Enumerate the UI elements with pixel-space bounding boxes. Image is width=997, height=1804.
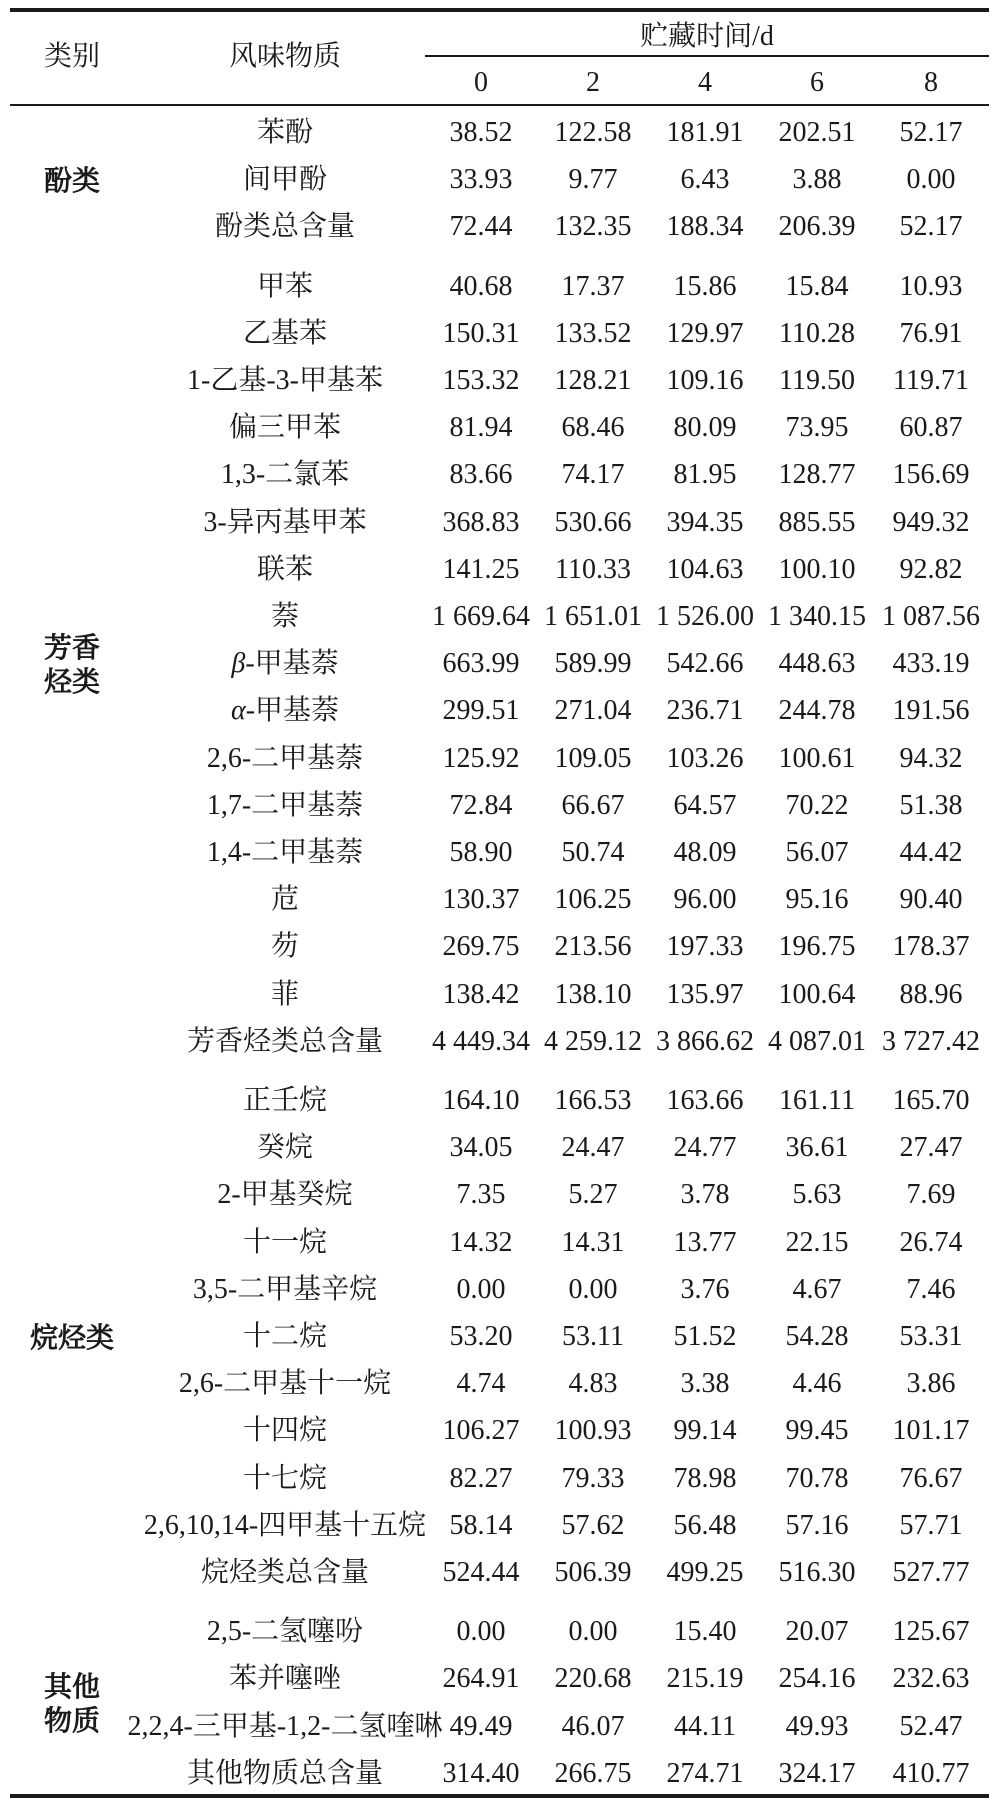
value-cell: 27.47 <box>899 1132 963 1164</box>
substance-name: 烷烃类总含量 <box>200 1557 369 1588</box>
value-cell: 232.63 <box>892 1663 970 1695</box>
bottom-rule <box>10 1794 989 1798</box>
value-cell: 0.00 <box>568 1273 618 1305</box>
value-cell: 4 259.12 <box>544 1025 642 1057</box>
value-cell: 57.62 <box>561 1509 625 1541</box>
header-day: 8 <box>924 67 938 98</box>
value-cell: 133.52 <box>554 317 632 349</box>
value-cell: 506.39 <box>554 1557 632 1588</box>
value-cell: 3 727.42 <box>882 1025 980 1057</box>
value-cell: 271.04 <box>554 695 632 727</box>
value-cell: 0.00 <box>456 1616 506 1648</box>
value-cell: 26.74 <box>899 1226 963 1258</box>
substance-name: 1-乙基-3-甲基苯 <box>187 365 383 396</box>
value-cell: 53.20 <box>449 1321 513 1352</box>
value-cell: 9.77 <box>568 164 618 196</box>
value-cell: 516.30 <box>778 1557 856 1588</box>
value-cell: 56.07 <box>785 837 849 868</box>
value-cell: 4 087.01 <box>768 1025 866 1057</box>
value-cell: 153.32 <box>442 365 520 396</box>
value-cell: 324.17 <box>778 1757 856 1789</box>
value-cell: 58.14 <box>449 1509 513 1541</box>
value-cell: 128.21 <box>554 365 632 396</box>
value-cell: 165.70 <box>892 1085 970 1116</box>
category-label: 其他 物质 <box>43 1669 100 1737</box>
value-cell: 106.27 <box>442 1415 520 1447</box>
value-cell: 80.09 <box>673 412 737 444</box>
value-cell: 3 866.62 <box>656 1025 754 1057</box>
substance-name: 十二烷 <box>242 1321 327 1352</box>
value-cell: 3.78 <box>680 1179 730 1211</box>
value-cell: 156.69 <box>892 459 970 491</box>
value-cell: 70.22 <box>785 789 849 821</box>
header-bottom-rule <box>10 104 989 106</box>
value-cell: 96.00 <box>673 884 737 916</box>
value-cell: 191.56 <box>892 695 970 727</box>
value-cell: 949.32 <box>892 506 970 538</box>
value-cell: 135.97 <box>666 978 744 1010</box>
value-cell: 22.15 <box>785 1226 849 1258</box>
value-cell: 95.16 <box>785 884 849 916</box>
value-cell: 3.38 <box>680 1368 730 1400</box>
value-cell: 49.93 <box>785 1710 849 1742</box>
value-cell: 49.49 <box>449 1710 513 1742</box>
value-cell: 1 087.56 <box>882 601 980 632</box>
value-cell: 20.07 <box>785 1616 849 1648</box>
value-cell: 130.37 <box>442 884 520 916</box>
substance-name: 3,5-二甲基辛烷 <box>192 1273 378 1305</box>
value-cell: 100.93 <box>554 1415 632 1447</box>
value-cell: 53.11 <box>562 1321 624 1352</box>
value-cell: 106.25 <box>554 884 632 916</box>
substance-name: 十七烷 <box>242 1462 327 1494</box>
value-cell: 88.96 <box>899 978 963 1010</box>
header-day: 6 <box>810 67 824 98</box>
value-cell: 410.77 <box>892 1757 970 1789</box>
value-cell: 10.93 <box>899 270 963 302</box>
value-cell: 92.82 <box>899 553 963 585</box>
value-cell: 104.63 <box>666 553 744 585</box>
value-cell: 220.68 <box>554 1663 632 1695</box>
value-cell: 197.33 <box>666 931 744 963</box>
value-cell: 7.35 <box>456 1179 506 1211</box>
value-cell: 44.11 <box>674 1710 736 1742</box>
value-cell: 51.38 <box>899 789 963 821</box>
value-cell: 82.27 <box>449 1462 513 1494</box>
value-cell: 64.57 <box>673 789 737 821</box>
value-cell: 213.56 <box>554 931 632 963</box>
substance-name: 1,3-二氯苯 <box>220 459 350 491</box>
value-cell: 52.47 <box>899 1710 963 1742</box>
value-cell: 589.99 <box>554 648 632 680</box>
substance-name: 联苯 <box>256 553 313 585</box>
value-cell: 48.09 <box>673 837 737 868</box>
value-cell: 527.77 <box>892 1557 970 1588</box>
value-cell: 181.91 <box>666 117 744 148</box>
value-cell: 244.78 <box>778 695 856 727</box>
substance-name: β-甲基萘 <box>231 648 339 680</box>
value-cell: 15.86 <box>673 270 737 302</box>
header-day: 0 <box>474 67 488 98</box>
substance-name: 甲苯 <box>256 270 313 302</box>
substance-name: 酚类总含量 <box>214 211 355 243</box>
value-cell: 141.25 <box>442 553 520 585</box>
value-cell: 314.40 <box>442 1757 520 1789</box>
header-category: 类别 <box>43 41 100 72</box>
value-cell: 4.67 <box>792 1273 842 1305</box>
value-cell: 166.53 <box>554 1085 632 1116</box>
value-cell: 76.91 <box>899 317 963 349</box>
value-cell: 79.33 <box>561 1462 625 1494</box>
substance-name: 十一烷 <box>242 1226 327 1258</box>
category-label: 烷烃类 <box>29 1320 114 1354</box>
value-cell: 99.14 <box>673 1415 737 1447</box>
value-cell: 24.77 <box>673 1132 737 1164</box>
value-cell: 58.90 <box>449 837 513 868</box>
value-cell: 0.00 <box>456 1273 506 1305</box>
header-storage-time: 贮藏时间/d <box>640 21 774 52</box>
value-cell: 34.05 <box>449 1132 513 1164</box>
value-cell: 94.32 <box>899 742 963 774</box>
value-cell: 3.88 <box>792 164 842 196</box>
value-cell: 663.99 <box>442 648 520 680</box>
value-cell: 70.78 <box>785 1462 849 1494</box>
value-cell: 202.51 <box>778 117 856 148</box>
value-cell: 119.71 <box>893 365 969 396</box>
header-substance: 风味物质 <box>228 41 341 72</box>
substance-name: 苯并噻唑 <box>228 1663 341 1695</box>
substance-name: 2,5-二氢噻吩 <box>206 1616 364 1648</box>
value-cell: 73.95 <box>785 412 849 444</box>
value-cell: 72.84 <box>449 789 513 821</box>
top-rule <box>10 8 989 12</box>
value-cell: 76.67 <box>899 1462 963 1494</box>
value-cell: 90.40 <box>899 884 963 916</box>
value-cell: 36.61 <box>785 1132 849 1164</box>
value-cell: 394.35 <box>666 506 744 538</box>
substance-name: 1,4-二甲基萘 <box>206 837 364 868</box>
value-cell: 5.27 <box>568 1179 618 1211</box>
value-cell: 138.10 <box>554 978 632 1010</box>
value-cell: 299.51 <box>442 695 520 727</box>
value-cell: 3.86 <box>906 1368 956 1400</box>
value-cell: 164.10 <box>442 1085 520 1116</box>
value-cell: 56.48 <box>673 1509 737 1541</box>
value-cell: 122.58 <box>554 117 632 148</box>
value-cell: 14.32 <box>449 1226 513 1258</box>
value-cell: 0.00 <box>568 1616 618 1648</box>
value-cell: 4.46 <box>792 1368 842 1400</box>
value-cell: 51.52 <box>673 1321 737 1352</box>
value-cell: 125.67 <box>892 1616 970 1648</box>
value-cell: 1 526.00 <box>656 601 754 632</box>
value-cell: 1 651.01 <box>544 601 642 632</box>
value-cell: 4.83 <box>568 1368 618 1400</box>
value-cell: 215.19 <box>666 1663 744 1695</box>
substance-name: 2-甲基癸烷 <box>217 1179 353 1211</box>
value-cell: 72.44 <box>449 211 513 243</box>
value-cell: 57.16 <box>785 1509 849 1541</box>
value-cell: 15.40 <box>673 1616 737 1648</box>
value-cell: 132.35 <box>554 211 632 243</box>
value-cell: 163.66 <box>666 1085 744 1116</box>
value-cell: 68.46 <box>561 412 625 444</box>
substance-name: 2,6-二甲基萘 <box>206 742 364 774</box>
value-cell: 13.77 <box>673 1226 737 1258</box>
value-cell: 274.71 <box>666 1757 744 1789</box>
value-cell: 6.43 <box>680 164 730 196</box>
value-cell: 178.37 <box>892 931 970 963</box>
value-cell: 530.66 <box>554 506 632 538</box>
value-cell: 206.39 <box>778 211 856 243</box>
value-cell: 368.83 <box>442 506 520 538</box>
substance-name: 正壬烷 <box>242 1085 327 1116</box>
value-cell: 138.42 <box>442 978 520 1010</box>
value-cell: 448.63 <box>778 648 856 680</box>
value-cell: 44.42 <box>899 837 963 868</box>
value-cell: 236.71 <box>666 695 744 727</box>
substance-name: α-甲基萘 <box>230 695 340 727</box>
value-cell: 81.94 <box>449 412 513 444</box>
value-cell: 269.75 <box>442 931 520 963</box>
value-cell: 100.64 <box>778 978 856 1010</box>
value-cell: 60.87 <box>899 412 963 444</box>
value-cell: 7.46 <box>906 1273 956 1305</box>
value-cell: 150.31 <box>442 317 520 349</box>
substance-name: 其他物质总含量 <box>186 1757 383 1789</box>
value-cell: 264.91 <box>442 1663 520 1695</box>
substance-name: 菲 <box>270 978 299 1010</box>
value-cell: 101.17 <box>892 1415 970 1447</box>
substance-name: 偏三甲苯 <box>228 412 341 444</box>
value-cell: 33.93 <box>449 164 513 196</box>
value-cell: 254.16 <box>778 1663 856 1695</box>
value-cell: 52.17 <box>899 211 963 243</box>
value-cell: 1 340.15 <box>768 601 866 632</box>
value-cell: 53.31 <box>899 1321 963 1352</box>
value-cell: 81.95 <box>673 459 737 491</box>
storage-underline <box>425 55 989 57</box>
substance-name: 2,6-二甲基十一烷 <box>178 1368 392 1400</box>
substance-name: 芳香烃类总含量 <box>186 1025 383 1057</box>
value-cell: 54.28 <box>785 1321 849 1352</box>
value-cell: 15.84 <box>785 270 849 302</box>
value-cell: 40.68 <box>449 270 513 302</box>
value-cell: 17.37 <box>561 270 625 302</box>
value-cell: 119.50 <box>779 365 855 396</box>
value-cell: 4.74 <box>456 1368 506 1400</box>
substance-name: 2,2,4-三甲基-1,2-二氢喹啉 <box>127 1710 443 1742</box>
value-cell: 0.00 <box>906 164 956 196</box>
value-cell: 885.55 <box>778 506 856 538</box>
value-cell: 110.28 <box>779 317 855 349</box>
value-cell: 38.52 <box>449 117 513 148</box>
header-day: 2 <box>586 67 600 98</box>
value-cell: 3.76 <box>680 1273 730 1305</box>
value-cell: 266.75 <box>554 1757 632 1789</box>
value-cell: 66.67 <box>561 789 625 821</box>
value-cell: 74.17 <box>561 459 625 491</box>
value-cell: 52.17 <box>899 117 963 148</box>
value-cell: 103.26 <box>666 742 744 774</box>
substance-name: 芴 <box>270 931 299 963</box>
header-day: 4 <box>698 67 712 98</box>
substance-name: 3-异丙基甲苯 <box>203 506 367 538</box>
substance-name: 间甲酚 <box>242 164 327 196</box>
substance-name: 苊 <box>270 884 299 916</box>
substance-name: 2,6,10,14-四甲基十五烷 <box>143 1509 427 1541</box>
substance-name: 苯酚 <box>256 117 313 148</box>
value-cell: 129.97 <box>666 317 744 349</box>
value-cell: 24.47 <box>561 1132 625 1164</box>
value-cell: 50.74 <box>561 837 625 868</box>
substance-name: 乙基苯 <box>242 317 327 349</box>
value-cell: 109.05 <box>554 742 632 774</box>
value-cell: 14.31 <box>561 1226 625 1258</box>
value-cell: 196.75 <box>778 931 856 963</box>
value-cell: 161.11 <box>779 1085 855 1116</box>
value-cell: 188.34 <box>666 211 744 243</box>
value-cell: 100.10 <box>778 553 856 585</box>
value-cell: 433.19 <box>892 648 970 680</box>
value-cell: 4 449.34 <box>432 1025 530 1057</box>
value-cell: 7.69 <box>906 1179 956 1211</box>
value-cell: 524.44 <box>442 1557 520 1588</box>
category-label: 芳香 烃类 <box>43 630 100 698</box>
value-cell: 1 669.64 <box>432 601 530 632</box>
substance-name: 萘 <box>270 601 299 632</box>
value-cell: 99.45 <box>785 1415 849 1447</box>
value-cell: 83.66 <box>449 459 513 491</box>
value-cell: 109.16 <box>666 365 744 396</box>
value-cell: 128.77 <box>778 459 856 491</box>
substance-name: 癸烷 <box>256 1132 313 1164</box>
value-cell: 499.25 <box>666 1557 744 1588</box>
value-cell: 78.98 <box>673 1462 737 1494</box>
category-label: 酚类 <box>43 163 100 197</box>
value-cell: 542.66 <box>666 648 744 680</box>
value-cell: 5.63 <box>792 1179 842 1211</box>
value-cell: 125.92 <box>442 742 520 774</box>
value-cell: 57.71 <box>899 1509 963 1541</box>
substance-name: 十四烷 <box>242 1415 327 1447</box>
value-cell: 110.33 <box>555 553 631 585</box>
value-cell: 100.61 <box>778 742 856 774</box>
substance-name: 1,7-二甲基萘 <box>206 789 364 821</box>
value-cell: 46.07 <box>561 1710 625 1742</box>
